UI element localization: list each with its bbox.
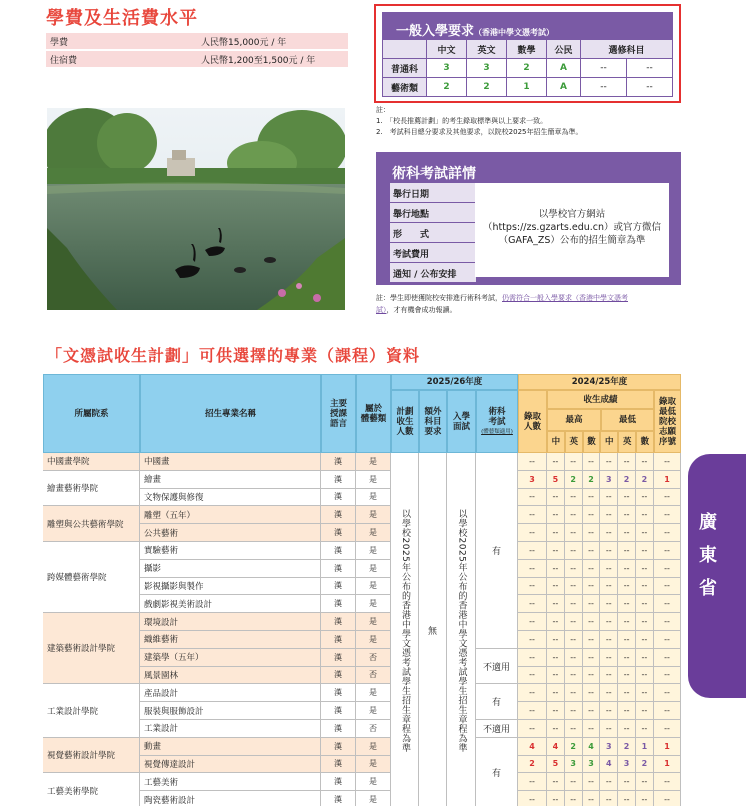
header-sports: 屬於 體藝類	[356, 374, 391, 453]
admitted-cell: --	[518, 489, 547, 507]
score-cell: --	[636, 578, 654, 596]
score-cell: --	[618, 649, 636, 667]
department-cell: 跨媒體藝術學院	[43, 542, 140, 613]
admitted-cell: --	[518, 631, 547, 649]
score-cell: 5	[547, 756, 565, 774]
score-cell: 5	[547, 471, 565, 489]
header-quota: 計劃 收生 人數	[391, 390, 419, 453]
art-exam-cell: 有	[476, 453, 518, 649]
score-cell: --	[636, 684, 654, 702]
rank-cell: --	[654, 453, 681, 471]
score-cell: --	[583, 649, 601, 667]
department-cell: 視覺藝術設計學院	[43, 738, 140, 774]
art-label: 考試費用	[390, 243, 476, 262]
department-cell: 工藝美術學院	[43, 773, 140, 806]
score-cell: --	[547, 578, 565, 596]
score-cell: --	[600, 720, 618, 738]
score-cell: --	[600, 524, 618, 542]
general-requirement-table: 中文 英文 數學 公民 選修科目 普通科 3 3 2 A -- -- 藝術類 2 2 1 A -- --	[382, 39, 673, 97]
score-cell: --	[636, 542, 654, 560]
admitted-cell: 4	[518, 738, 547, 756]
language-cell: 漢	[321, 506, 356, 524]
score-cell: --	[547, 649, 565, 667]
score-cell: --	[583, 684, 601, 702]
admitted-cell: --	[518, 649, 547, 667]
score-cell: --	[547, 595, 565, 613]
program-name: 建築學（五年）	[140, 649, 321, 667]
score-cell: --	[636, 773, 654, 791]
programs-section-title: 「文憑試收生計劃」可供選擇的專業（課程）資料	[46, 346, 421, 365]
art-exam-labels	[390, 183, 476, 283]
admitted-cell: --	[518, 667, 547, 685]
rank-cell: --	[654, 702, 681, 720]
header-extra: 額外 科目 要求	[419, 390, 447, 453]
score-cell: --	[618, 453, 636, 471]
score-cell: --	[547, 542, 565, 560]
sports-cell: 是	[356, 631, 391, 649]
score-cell: --	[618, 773, 636, 791]
interview-text: 以學校2025年公布的香港中學文憑考試學生招生章程為準	[456, 508, 467, 753]
art-exam-note: 註：學生即使獲院校安排進行術科考試，仍需符合一般入學要求（香港中學文憑考 試），才有機會成功報讀。	[376, 294, 628, 314]
score-cell: --	[600, 667, 618, 685]
language-cell: 漢	[321, 773, 356, 791]
sports-cell: 是	[356, 524, 391, 542]
admitted-cell: --	[518, 542, 547, 560]
fee-row-housing	[46, 51, 348, 68]
score-cell: --	[636, 506, 654, 524]
score-cell: --	[636, 489, 654, 507]
score-cell: --	[565, 542, 583, 560]
score-cell: --	[600, 773, 618, 791]
col-header: 選修科目	[581, 40, 673, 59]
sports-cell: 是	[356, 453, 391, 471]
rank-cell: 1	[654, 756, 681, 774]
score-cell: --	[565, 489, 583, 507]
rank-cell: --	[654, 791, 681, 806]
score-cell: --	[565, 631, 583, 649]
score-cell: --	[618, 631, 636, 649]
score-cell: --	[618, 702, 636, 720]
score-cell: --	[547, 613, 565, 631]
score-cell: --	[618, 595, 636, 613]
score-cell: --	[618, 506, 636, 524]
score-cell: --	[618, 613, 636, 631]
row-label: 普通科	[383, 59, 427, 78]
admitted-cell: --	[518, 560, 547, 578]
program-name: 服裝與服飾設計	[140, 702, 321, 720]
department-cell: 工業設計學院	[43, 684, 140, 737]
sports-cell: 是	[356, 595, 391, 613]
sports-cell: 是	[356, 613, 391, 631]
art-label: 舉行日期	[390, 183, 476, 202]
admitted-cell: --	[518, 720, 547, 738]
header-subject: 英	[565, 431, 583, 453]
sports-cell: 是	[356, 791, 391, 806]
score-cell: --	[636, 613, 654, 631]
programs-table	[43, 374, 681, 806]
score-cell: --	[636, 702, 654, 720]
notes-heading: 註：	[376, 106, 390, 114]
sports-cell: 否	[356, 649, 391, 667]
language-cell: 漢	[321, 702, 356, 720]
score-cell: --	[547, 489, 565, 507]
score-cell: --	[618, 578, 636, 596]
score-cell: --	[618, 489, 636, 507]
score-cell: --	[583, 791, 601, 806]
province-char: 廣	[699, 512, 717, 533]
score-cell: 2	[565, 471, 583, 489]
score-cell: --	[600, 631, 618, 649]
program-name: 工藝美術	[140, 773, 321, 791]
score-cell: 3	[600, 471, 618, 489]
sports-cell: 是	[356, 578, 391, 596]
art-exam-cell: 有	[476, 738, 518, 806]
department-cell: 建築藝術設計學院	[43, 613, 140, 684]
quota-merged-cell	[391, 453, 419, 806]
score-cell: --	[547, 773, 565, 791]
score-cell: --	[547, 791, 565, 806]
score-cell: --	[565, 560, 583, 578]
score-cell: 4	[583, 738, 601, 756]
header-subject: 中	[547, 431, 565, 453]
score-cell: --	[547, 560, 565, 578]
language-cell: 漢	[321, 631, 356, 649]
sports-cell: 是	[356, 738, 391, 756]
score-cell: 1	[636, 738, 654, 756]
program-name: 中國畫	[140, 453, 321, 471]
admitted-cell: --	[518, 702, 547, 720]
language-cell: 漢	[321, 489, 356, 507]
rank-cell: --	[654, 613, 681, 631]
col-header: 英文	[467, 40, 507, 59]
language-cell: 漢	[321, 578, 356, 596]
header-year-2425: 2024/25年度	[518, 374, 681, 390]
province-char: 東	[699, 545, 717, 566]
score-cell: --	[565, 453, 583, 471]
score-cell: --	[600, 578, 618, 596]
score-cell: --	[618, 791, 636, 806]
rank-cell: --	[654, 773, 681, 791]
rank-cell: --	[654, 542, 681, 560]
fee-label: 住宿費	[50, 55, 78, 66]
sports-cell: 是	[356, 684, 391, 702]
header-program: 招生專業名稱	[140, 374, 321, 453]
art-exam-cell: 不適用	[476, 649, 518, 685]
rank-cell: 1	[654, 471, 681, 489]
header-subject: 中	[600, 431, 618, 453]
header-language: 主要 授課 語言	[321, 374, 356, 453]
score-cell: --	[565, 578, 583, 596]
score-cell: --	[547, 506, 565, 524]
score-cell: 2	[636, 756, 654, 774]
rank-cell: --	[654, 578, 681, 596]
score-cell: --	[636, 631, 654, 649]
sports-cell: 是	[356, 773, 391, 791]
program-name: 視覺傳達設計	[140, 756, 321, 774]
sports-cell: 否	[356, 667, 391, 685]
rank-cell: --	[654, 720, 681, 738]
program-name: 戲劇影視美術設計	[140, 595, 321, 613]
rank-cell: --	[654, 489, 681, 507]
header-year-2526: 2025/26年度	[391, 374, 518, 390]
program-name: 陶瓷藝術設計	[140, 791, 321, 806]
rank-cell: --	[654, 506, 681, 524]
score-cell: 2	[583, 471, 601, 489]
department-cell: 雕塑與公共藝術學院	[43, 506, 140, 542]
sports-cell: 是	[356, 560, 391, 578]
score-cell: --	[600, 560, 618, 578]
program-name: 繪畫	[140, 471, 321, 489]
score-cell: --	[547, 720, 565, 738]
score-cell: --	[618, 524, 636, 542]
score-cell: --	[547, 631, 565, 649]
sports-cell: 否	[356, 720, 391, 738]
fee-row-tuition	[46, 33, 348, 50]
score-cell: --	[547, 524, 565, 542]
score-cell: --	[636, 453, 654, 471]
score-cell: --	[583, 560, 601, 578]
score-cell: --	[583, 453, 601, 471]
extra-merged-cell: 無	[419, 453, 447, 806]
score-cell: --	[600, 649, 618, 667]
program-name: 影視攝影與製作	[140, 578, 321, 596]
art-exam-title: 術科考試詳情	[392, 166, 476, 182]
fees-title: 學費及生活費水平	[46, 8, 198, 29]
admitted-cell: 3	[518, 471, 547, 489]
language-cell: 漢	[321, 791, 356, 806]
rank-cell: --	[654, 684, 681, 702]
score-cell: --	[636, 595, 654, 613]
score-cell: --	[547, 684, 565, 702]
score-cell: --	[618, 542, 636, 560]
header-low: 最低	[601, 409, 654, 431]
score-cell: --	[636, 720, 654, 738]
quota-text: 以學校2025年公布的香港中學文憑考試學生招生章程為準	[400, 508, 410, 753]
score-cell: --	[547, 453, 565, 471]
sports-cell: 是	[356, 542, 391, 560]
rank-cell: --	[654, 560, 681, 578]
score-cell: --	[600, 542, 618, 560]
language-cell: 漢	[321, 613, 356, 631]
art-exam-text: 以學校官方網站 （https://zs.gzarts.edu.cn）或官方微信 （GAFA_ZS）公布的招生簡章為準	[475, 183, 669, 277]
program-name: 風景園林	[140, 667, 321, 685]
score-cell: --	[583, 578, 601, 596]
score-cell: --	[547, 702, 565, 720]
language-cell: 漢	[321, 595, 356, 613]
score-cell: --	[565, 667, 583, 685]
score-cell: --	[565, 684, 583, 702]
col-header: 公民	[547, 40, 581, 59]
admitted-cell: --	[518, 684, 547, 702]
col-header: 數學	[507, 40, 547, 59]
department-cell: 中國畫學院	[43, 453, 140, 471]
score-cell: --	[583, 524, 601, 542]
rank-cell: --	[654, 631, 681, 649]
language-cell: 漢	[321, 649, 356, 667]
note-item: 1. 「校長推薦計劃」的考生錄取標準與以上要求一致。	[376, 117, 548, 125]
header-subject: 數	[636, 431, 654, 453]
header-subject: 英	[618, 431, 636, 453]
header-dept: 所屬院系	[43, 374, 140, 453]
sports-cell: 是	[356, 756, 391, 774]
rank-cell: 1	[654, 738, 681, 756]
language-cell: 漢	[321, 542, 356, 560]
score-cell: --	[600, 702, 618, 720]
score-cell: --	[565, 595, 583, 613]
score-cell: --	[636, 560, 654, 578]
score-cell: --	[583, 489, 601, 507]
program-name: 工業設計	[140, 720, 321, 738]
art-exam-box	[376, 152, 681, 285]
score-cell: --	[583, 631, 601, 649]
header-admitted: 錄取 人數	[518, 390, 547, 453]
admitted-cell: --	[518, 506, 547, 524]
score-cell: --	[565, 773, 583, 791]
department-cell: 繪畫藝術學院	[43, 471, 140, 507]
sports-cell: 是	[356, 506, 391, 524]
program-name: 動畫	[140, 738, 321, 756]
admitted-cell: --	[518, 791, 547, 806]
score-cell: 2	[636, 471, 654, 489]
note-item: 2. 考試科目總分要求及其他要求，以院校2025年招生簡章為準。	[376, 128, 583, 136]
admitted-cell: 2	[518, 756, 547, 774]
program-name: 織維藝術	[140, 631, 321, 649]
score-cell: --	[600, 489, 618, 507]
sports-cell: 是	[356, 702, 391, 720]
program-name: 攝影	[140, 560, 321, 578]
score-cell: --	[565, 720, 583, 738]
language-cell: 漢	[321, 471, 356, 489]
score-cell: --	[565, 506, 583, 524]
score-cell: --	[565, 702, 583, 720]
language-cell: 漢	[321, 720, 356, 738]
header-min-rank: 錄取 最低 院校 志願 序號	[654, 390, 681, 453]
language-cell: 漢	[321, 667, 356, 685]
score-cell: --	[583, 720, 601, 738]
program-name: 文物保護與修復	[140, 489, 321, 507]
score-cell: 3	[565, 756, 583, 774]
admitted-cell: --	[518, 595, 547, 613]
score-cell: --	[583, 702, 601, 720]
row-label: 藝術類	[383, 78, 427, 97]
header-art-exam: 術科 考試 (體藝類適用)	[476, 390, 518, 453]
score-cell: 3	[583, 756, 601, 774]
score-cell: --	[618, 684, 636, 702]
header-interview: 入學 面試	[447, 390, 476, 453]
score-cell: 2	[618, 471, 636, 489]
interview-merged-cell	[447, 453, 476, 806]
score-cell: --	[600, 791, 618, 806]
score-cell: --	[618, 560, 636, 578]
program-name: 產品設計	[140, 684, 321, 702]
fee-value: 人民幣15,000元 / 年	[201, 37, 287, 48]
score-cell: --	[618, 720, 636, 738]
score-cell: --	[583, 542, 601, 560]
province-side-tab	[688, 454, 746, 698]
score-cell: --	[565, 791, 583, 806]
admitted-cell: --	[518, 613, 547, 631]
general-requirement-title: 一般入學要求（香港中學文憑考試）	[382, 12, 673, 39]
art-exam-cell: 有	[476, 684, 518, 720]
sports-cell: 是	[356, 471, 391, 489]
language-cell: 漢	[321, 524, 356, 542]
language-cell: 漢	[321, 560, 356, 578]
score-cell: --	[565, 613, 583, 631]
score-cell: --	[583, 773, 601, 791]
score-cell: 2	[565, 738, 583, 756]
art-label: 通知 / 公布安排	[390, 263, 476, 282]
score-cell: --	[565, 524, 583, 542]
program-name: 環境設計	[140, 613, 321, 631]
score-cell: --	[600, 506, 618, 524]
col-header: 中文	[427, 40, 467, 59]
score-cell: 3	[600, 738, 618, 756]
score-cell: 3	[618, 756, 636, 774]
general-requirement-box	[374, 4, 681, 103]
art-exam-cell: 不適用	[476, 720, 518, 738]
program-name: 公共藝術	[140, 524, 321, 542]
fee-label: 學費	[50, 37, 69, 48]
score-cell: 4	[600, 756, 618, 774]
campus-lake-photo	[47, 108, 345, 310]
language-cell: 漢	[321, 738, 356, 756]
score-cell: --	[636, 524, 654, 542]
header-scores: 收生成績	[547, 390, 654, 409]
score-cell: --	[636, 667, 654, 685]
admitted-cell: --	[518, 524, 547, 542]
art-label: 形 式	[390, 223, 476, 242]
score-cell: --	[636, 649, 654, 667]
rank-cell: --	[654, 595, 681, 613]
fee-value: 人民幣1,200至1,500元 / 年	[201, 55, 316, 66]
score-cell: --	[600, 595, 618, 613]
admitted-cell: --	[518, 773, 547, 791]
rank-cell: --	[654, 649, 681, 667]
score-cell: --	[547, 667, 565, 685]
score-cell: 2	[618, 738, 636, 756]
admitted-cell: --	[518, 578, 547, 596]
header-subject: 數	[583, 431, 601, 453]
program-name: 雕塑（五年）	[140, 506, 321, 524]
score-cell: --	[618, 667, 636, 685]
rank-cell: --	[654, 667, 681, 685]
score-cell: --	[600, 684, 618, 702]
art-label: 舉行地點	[390, 203, 476, 222]
score-cell: --	[583, 595, 601, 613]
score-cell: --	[636, 791, 654, 806]
header-high: 最高	[547, 409, 601, 431]
score-cell: --	[583, 506, 601, 524]
admitted-cell: --	[518, 453, 547, 471]
language-cell: 漢	[321, 453, 356, 471]
score-cell: --	[600, 613, 618, 631]
score-cell: --	[583, 667, 601, 685]
score-cell: --	[600, 453, 618, 471]
language-cell: 漢	[321, 684, 356, 702]
province-char: 省	[699, 578, 717, 599]
program-name: 實驗藝術	[140, 542, 321, 560]
rank-cell: --	[654, 524, 681, 542]
language-cell: 漢	[321, 756, 356, 774]
score-cell: --	[583, 613, 601, 631]
score-cell: --	[565, 649, 583, 667]
sports-cell: 是	[356, 489, 391, 507]
score-cell: 4	[547, 738, 565, 756]
